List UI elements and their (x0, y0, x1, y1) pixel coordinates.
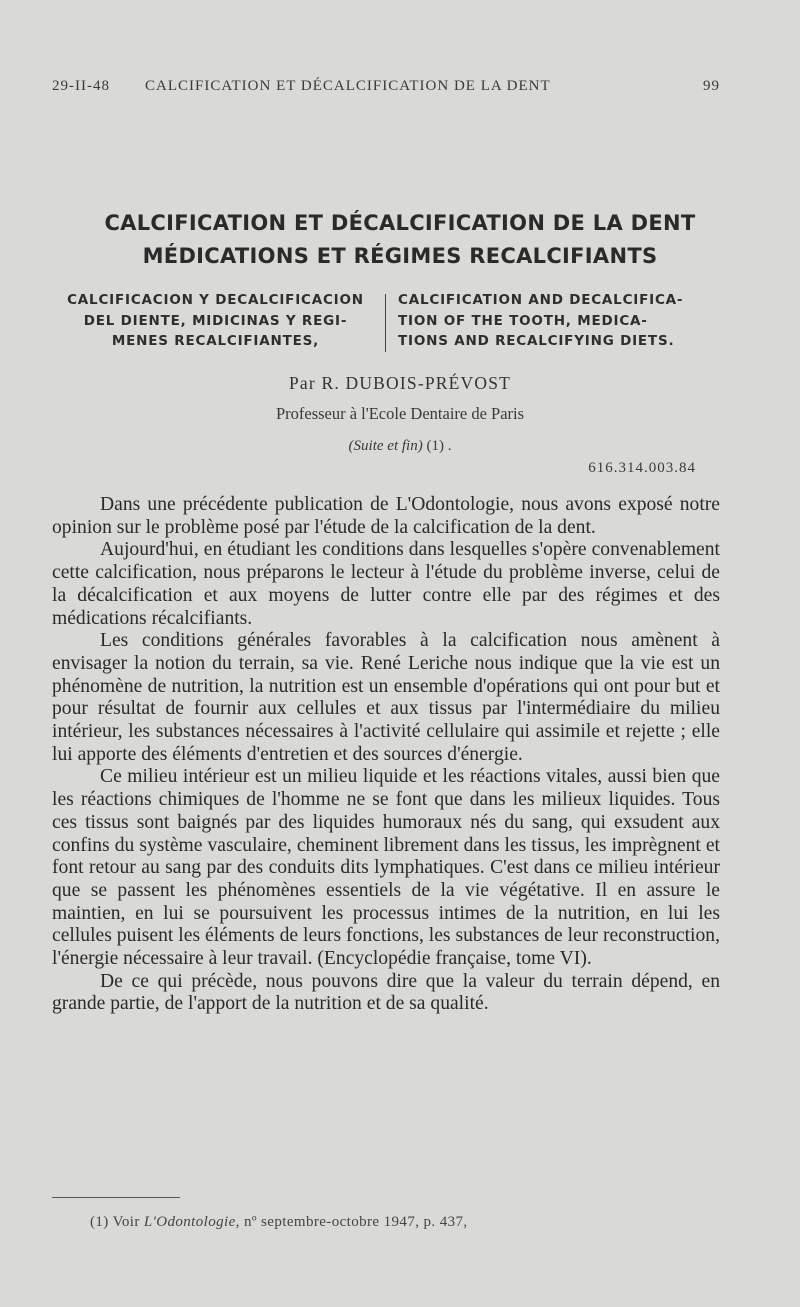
footnote (90, 1214, 468, 1231)
english-title-line: TIONS AND RECALCIFYING DIETS. (398, 333, 675, 349)
continuation-label: (Suite et fin) (348, 438, 423, 454)
article-title (40, 207, 760, 273)
spanish-title-line: MENES RECALCIFIANTES, (111, 333, 320, 349)
spanish-title-line: CALCIFICACION Y DECALCIFICACION (67, 292, 364, 308)
continuation-note (0, 438, 800, 455)
article-title-line-1: CALCIFICATION ET DÉCALCIFICATION DE LA DENT (104, 211, 696, 235)
page-number: 99 (703, 78, 720, 94)
footnote-rule (52, 1197, 180, 1198)
footnote-reference: (1) . (426, 438, 452, 454)
english-title-line: TION OF THE TOOTH, MEDICA- (398, 312, 648, 329)
author-line: Par R. DUBOIS-PRÉVOST (288, 373, 512, 393)
spanish-title-line: DEL DIENTE, MIDICINAS Y REGI- (83, 312, 348, 329)
title-divider (385, 294, 386, 352)
author-affiliation: Professeur à l'Ecole Dentaire de Paris (275, 404, 525, 423)
classification-code: 616.314.003.84 (588, 460, 696, 476)
footnote-prefix: (1) Voir (90, 1214, 140, 1230)
footnote-detail: nº septembre-octobre 1947, p. 437, (243, 1214, 468, 1230)
body-paragraph: Les conditions générales favorables à la calcification nous amènent à envisager la notion du terrain, sa vie. René Leriche nous indique que la vie est un phénomène de nutrition, la nutrition est un ensemble d'opérations qui ont pour but et pour résultat de fournir aux cellules et aux tissus par l'intermédiaire du milieu intérieur, les substances nécessaires à l'activité cellulaire qui assimile et rejette ; elle lui apporte des éléments d'entretien et des sources d'énergie. (52, 630, 720, 765)
body-paragraph: Aujourd'hui, en étudiant les conditions dans lesquelles s'opère convenablement cette calcification, nous préparons le lecteur à l'étude du problème inverse, celui de la décalcification et aux moyens de lutter contre elle par des régimes et des médications récalcifiants. (52, 539, 720, 629)
body-paragraph: De ce qui précède, nous pouvons dire que la valeur du terrain dépend, en grande partie, de l'apport de la nutrition et de sa qualité. (52, 970, 720, 1015)
footnote-journal: L'Odontologie, (143, 1214, 240, 1230)
running-head-title: CALCIFICATION ET DÉCALCIFICATION DE LA DENT (145, 78, 551, 94)
article-body (52, 494, 720, 1016)
english-title-line: CALCIFICATION AND DECALCIFICA- (398, 292, 684, 308)
body-paragraph: Dans une précédente publication de L'Odontologie, nous avons exposé notre opinion sur le problème posé par l'étude de la calcification de la dent. (52, 494, 720, 538)
body-paragraph: Ce milieu intérieur est un milieu liquide et les réactions vitales, aussi bien que les réactions chimiques de l'homme ne se font que dans les milieux liquides. Tous ces tissus sont baignés par des liquides humoraux nés du sang, qui exsudent aux confins du système vasculaire, cheminent librement dans les tissus, les imprègnent et font retour au sang par des conduits dits lymphatiques. C'est dans ce milieu intérieur que se passent les phénomènes essentiels de la vie végétative. Il en assure le maintien, en lui se poursuivent les processus intimes de la nutrition, en lui les cellules puisent les éléments de leurs fonctions, les substances de leur reconstruction, l'énergie nécessaire à leur travail. (Encyclopédie française, tome VI). (52, 766, 720, 970)
running-head-date: 29-II-48 (52, 78, 110, 94)
english-title (398, 290, 738, 352)
article-title-line-2: MÉDICATIONS ET RÉGIMES RECALCIFIANTS (142, 244, 658, 268)
spanish-title (53, 290, 378, 352)
